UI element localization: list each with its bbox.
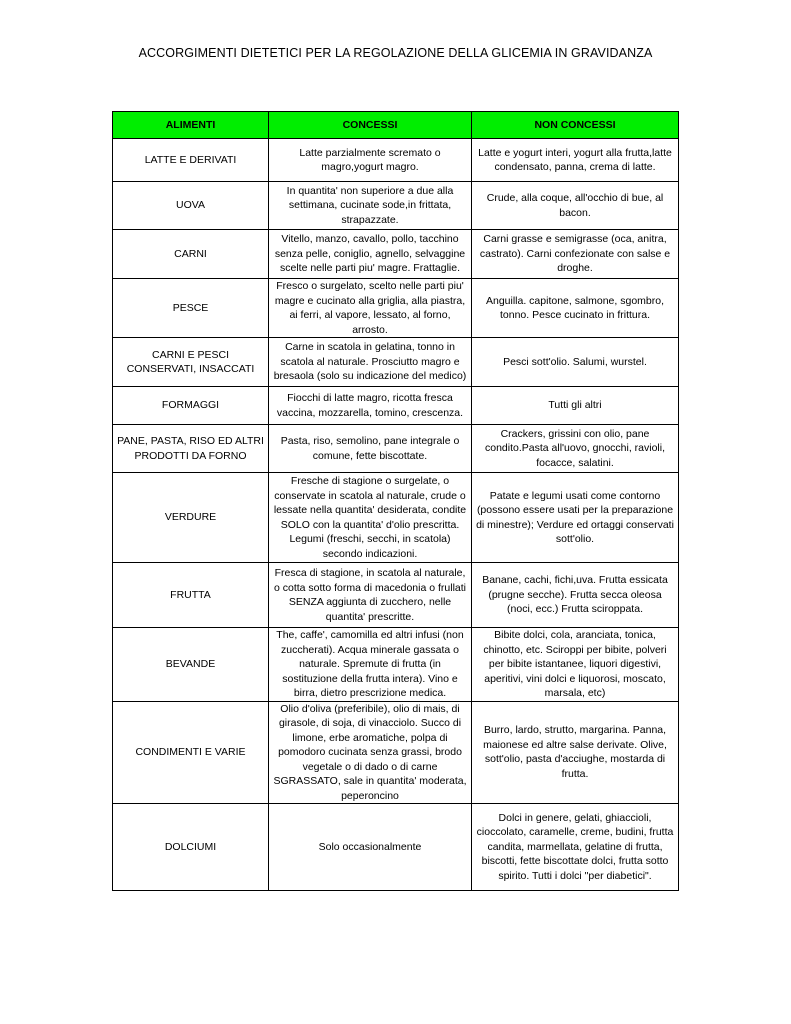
cell-alimenti: UOVA bbox=[113, 182, 269, 230]
cell-alimenti: CONDIMENTI E VARIE bbox=[113, 701, 269, 804]
page-title: ACCORGIMENTI DIETETICI PER LA REGOLAZIONE DELLA GLICEMIA IN GRAVIDANZA bbox=[138, 46, 653, 60]
cell-alimenti: VERDURE bbox=[113, 473, 269, 563]
cell-concessi: Olio d'oliva (preferibile), olio di mais, di girasole, di soja, di vinacciolo. Succo di limone, erbe aromatiche, polpa di pomodoro cucinata senza grassi, brodo vegetale o di dado o di carne SGRASSATO, sale in quantita' moderata, peperoncino bbox=[269, 701, 472, 804]
table-row bbox=[113, 701, 679, 804]
cell-non-concessi: Crackers, grissini con olio, pane condito.Pasta all'uovo, gnocchi, ravioli, focacce, salatini. bbox=[472, 425, 679, 473]
table-row bbox=[113, 338, 679, 387]
cell-non-concessi: Dolci in genere, gelati, ghiaccioli, cioccolato, caramelle, creme, budini, frutta candita, marmellata, gelatine di frutta, biscotti, fette biscottate dolci, frutta sotto spirito. Tutti i dolci "per diabetici". bbox=[472, 804, 679, 891]
cell-alimenti: DOLCIUMI bbox=[113, 804, 269, 891]
cell-concessi: Solo occasionalmente bbox=[269, 804, 472, 891]
cell-concessi: The, caffe', camomilla ed altri infusi (non zuccherati). Acqua minerale gassata o naturale. Spremute di frutta (in sostituzione della frutta intera). Vino e birra, dietro prescrizione medica. bbox=[269, 628, 472, 702]
cell-concessi: Fiocchi di latte magro, ricotta fresca vaccina, mozzarella, tomino, crescenza. bbox=[269, 387, 472, 425]
table-row bbox=[113, 387, 679, 425]
cell-alimenti: CARNI E PESCI CONSERVATI, INSACCATI bbox=[113, 338, 269, 387]
cell-concessi: Fresche di stagione o surgelate, o conservate in scatola al naturale, crude o lessate nella quantita' desiderata, condite SOLO con la quantita' d'olio prescritta. Legumi (freschi, secchi, in scatola) secondo indicazioni. bbox=[269, 473, 472, 563]
table-row bbox=[113, 230, 679, 279]
cell-concessi: Pasta, riso, semolino, pane integrale o comune, fette biscottate. bbox=[269, 425, 472, 473]
header-concessi: CONCESSI bbox=[269, 112, 472, 139]
table-row bbox=[113, 628, 679, 702]
table-header-row bbox=[113, 112, 679, 139]
cell-non-concessi: Carni grasse e semigrasse (oca, anitra, castrato). Carni confezionate con salse e droghe. bbox=[472, 230, 679, 279]
table-row bbox=[113, 139, 679, 182]
cell-non-concessi: Bibite dolci, cola, aranciata, tonica, chinotto, etc. Sciroppi per bibite, polveri per bibite istantanee, liquori digestivi, aperitivi, vini dolci e liquorosi, moscato, marsala, etc) bbox=[472, 628, 679, 702]
header-non-concessi: NON CONCESSI bbox=[472, 112, 679, 139]
cell-alimenti: FORMAGGI bbox=[113, 387, 269, 425]
cell-alimenti: PANE, PASTA, RISO ED ALTRI PRODOTTI DA FORNO bbox=[113, 425, 269, 473]
cell-non-concessi: Tutti gli altri bbox=[472, 387, 679, 425]
cell-non-concessi: Burro, lardo, strutto, margarina. Panna, maionese ed altre salse derivate. Olive, sott'olio, pasta d'acciughe, mostarda di frutta. bbox=[472, 701, 679, 804]
cell-non-concessi: Pesci sott'olio. Salumi, wurstel. bbox=[472, 338, 679, 387]
cell-concessi: Fresco o surgelato, scelto nelle parti piu' magre e cucinato alla griglia, alla piastra, ai ferri, al vapore, lessato, al forno, arrosto. bbox=[269, 279, 472, 338]
table-row bbox=[113, 182, 679, 230]
cell-alimenti: FRUTTA bbox=[113, 563, 269, 628]
cell-concessi: Carne in scatola in gelatina, tonno in scatola al naturale. Prosciutto magro e bresaola (solo su indicazione del medico) bbox=[269, 338, 472, 387]
cell-concessi: In quantita' non superiore a due alla settimana, cucinate sode,in frittata, strapazzate. bbox=[269, 182, 472, 230]
cell-alimenti: CARNI bbox=[113, 230, 269, 279]
cell-non-concessi: Anguilla. capitone, salmone, sgombro, tonno. Pesce cucinato in frittura. bbox=[472, 279, 679, 338]
cell-non-concessi: Latte e yogurt interi, yogurt alla frutta,latte condensato, panna, crema di latte. bbox=[472, 139, 679, 182]
cell-alimenti: LATTE E DERIVATI bbox=[113, 139, 269, 182]
table-row bbox=[113, 425, 679, 473]
header-alimenti: ALIMENTI bbox=[113, 112, 269, 139]
cell-non-concessi: Patate e legumi usati come contorno (possono essere usati per la preparazione di minestre); Verdure ed ortaggi conservati sott'olio. bbox=[472, 473, 679, 563]
cell-concessi: Fresca di stagione, in scatola al naturale, o cotta sotto forma di macedonia o frullati SENZA aggiunta di zucchero, nelle quantita' prescritte. bbox=[269, 563, 472, 628]
cell-non-concessi: Banane, cachi, fichi,uva. Frutta essicata (prugne secche). Frutta secca oleosa (noci, ecc.) Frutta sciroppata. bbox=[472, 563, 679, 628]
cell-alimenti: PESCE bbox=[113, 279, 269, 338]
table-row bbox=[113, 279, 679, 338]
cell-alimenti: BEVANDE bbox=[113, 628, 269, 702]
table-row bbox=[113, 563, 679, 628]
cell-concessi: Vitello, manzo, cavallo, pollo, tacchino senza pelle, coniglio, agnello, selvaggine scelte nelle parti piu' magre. Frattaglie. bbox=[269, 230, 472, 279]
diet-table bbox=[112, 111, 679, 891]
table-row bbox=[113, 804, 679, 891]
table-row bbox=[113, 473, 679, 563]
cell-concessi: Latte parzialmente scremato o magro,yogurt magro. bbox=[269, 139, 472, 182]
cell-non-concessi: Crude, alla coque, all'occhio di bue, al bacon. bbox=[472, 182, 679, 230]
